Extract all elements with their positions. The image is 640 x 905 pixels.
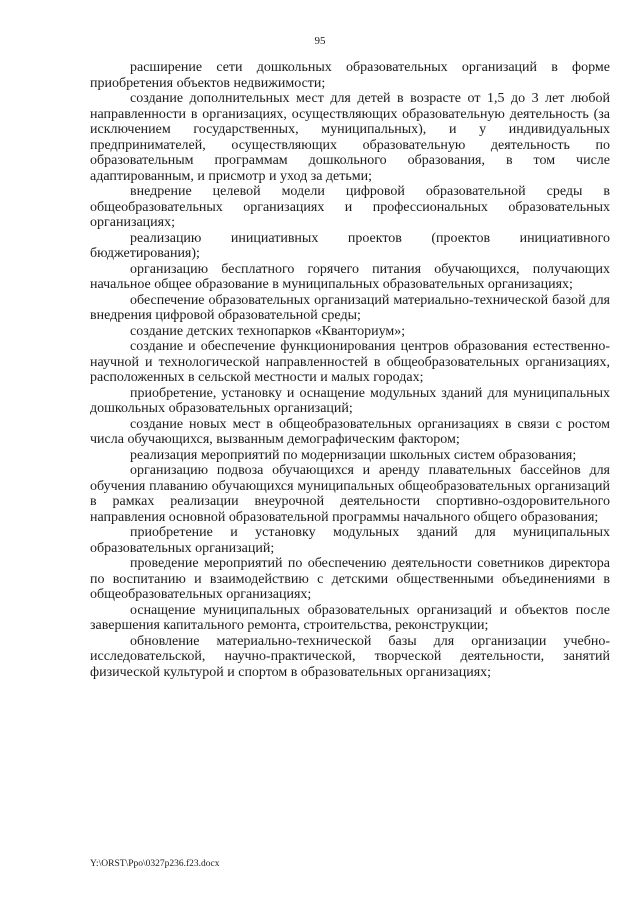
paragraph: организацию бесплатного горячего питания обучающихся, получающих начальное общее образование в муниципальных образовательных организациях;: [90, 261, 610, 292]
paragraph: приобретение, установку и оснащение модульных зданий для муниципальных дошкольных образовательных организаций;: [90, 385, 610, 416]
document-body: [90, 60, 610, 680]
paragraph: реализацию инициативных проектов (проектов инициативного бюджетирования);: [90, 230, 610, 261]
paragraph: создание новых мест в общеобразовательных организациях в связи с ростом числа обучающихся, вызванным демографическим фактором;: [90, 416, 610, 447]
paragraph: внедрение целевой модели цифровой образовательной среды в общеобразовательных организациях и профессиональных образовательных организациях;: [90, 184, 610, 230]
paragraph: обновление материально-технической базы для организации учебно-исследовательской, научно-практической, творческой деятельности, занятий физической культурой и спортом в образовательных организациях;: [90, 633, 610, 680]
paragraph: создание и обеспечение функционирования центров образования естественно-научной и технологической направленностей в общеобразовательных организациях, расположенных в сельской местности и малых городах;: [90, 339, 610, 385]
paragraph: обеспечение образовательных организаций материально-технической базой для внедрения цифровой образовательной среды;: [90, 292, 610, 323]
page-number: 95: [314, 35, 326, 47]
footer-file-path: Y:\ORST\Ppo\0327p236.f23.docx: [90, 859, 220, 869]
paragraph: оснащение муниципальных образовательных организаций и объектов после завершения капитального ремонта, строительства, реконструкции;: [90, 602, 610, 633]
paragraph: создание дополнительных мест для детей в возрасте от 1,5 до 3 лет любой направленности в организациях, осуществляющих образовательную деятельность (за исключением государственных, муниципальных), и у индивидуальных предпринимателей, осуществляющих образовательную деятельность по образовательным программам дошкольного образования, в том числе адаптированным, и присмотр и уход за детьми;: [90, 91, 610, 184]
paragraph: расширение сети дошкольных образовательных организаций в форме приобретения объектов недвижимости;: [90, 60, 610, 91]
paragraph: реализация мероприятий по модернизации школьных систем образования;: [130, 447, 577, 463]
paragraph: приобретение и установку модульных зданий для муниципальных образовательных организаций;: [90, 525, 610, 556]
paragraph: проведение мероприятий по обеспечению деятельности советников директора по воспитанию и взаимодействию с детскими общественными объединениями в общеобразовательных организациях;: [90, 556, 610, 602]
paragraph: организацию подвоза обучающихся и аренду плавательных бассейнов для обучения плаванию обучающихся муниципальных общеобразовательных организаций в рамках реализации внеурочной деятельности спортивно-оздоровительного направления основной образовательной программы начального общего образования;: [90, 463, 610, 525]
paragraph: создание детских технопарков «Кванториум»;: [130, 323, 406, 339]
